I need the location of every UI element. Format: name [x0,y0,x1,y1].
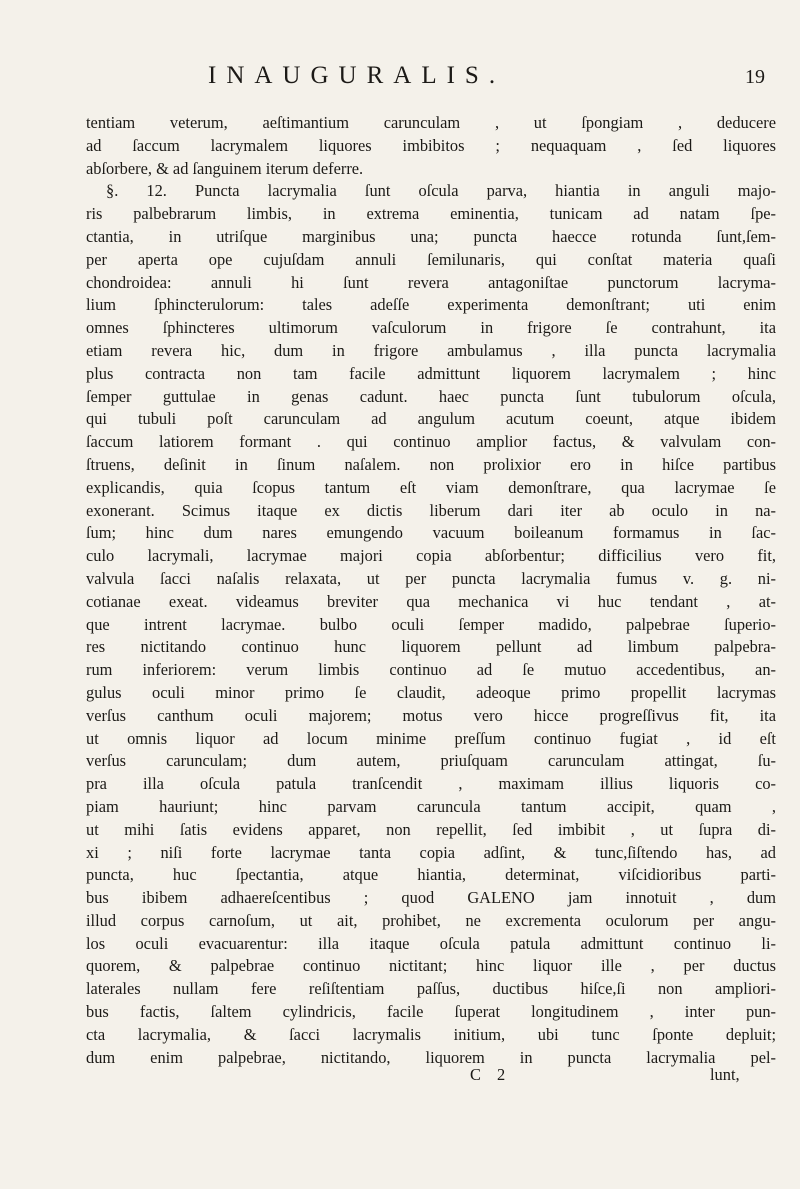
text-line: dum enim palpebrae, nictitando, liquorem in puncta lacrymalia pel- [86,1047,776,1067]
body-text [86,112,776,1069]
text-line: que intrent lacrymae. bulbo oculi ſemper madido, palpebrae ſuperio- [86,614,776,634]
text-line: rum inferiorem: verum limbis continuo ad ſe mutuo accedentibus, an- [86,660,776,680]
text-line: ad ſaccum lacrymalem liquores imbibitos ; nequaquam , ſed liquores [86,135,776,155]
text-line: qui tubuli poſt carunculam ad angulum acutum coeunt, atque ibidem [86,409,776,429]
text-line: ut omnis liquor ad locum minime preſſum continuo fugiat , id eſt [86,728,776,748]
text-line: cta lacrymalia, & ſacci lacrymalis initium, ubi tunc ſponte depluit; [86,1024,776,1044]
text-line: valvula ſacci naſalis relaxata, ut per puncta lacrymalia fumus v. g. ni- [86,568,776,588]
text-line: ris palbebrarum limbis, in extrema eminentia, tunicam ad natam ſpe- [86,204,776,224]
text-line: etiam revera hic, dum in frigore ambulamus , illa puncta lacrymalia [86,340,776,360]
text-line: ſaccum latiorem formant . qui continuo amplior factus, & valvulam con- [86,432,776,452]
text-line: verſus canthum oculi majorem; motus vero hicce progreſſivus fit, ita [86,705,776,725]
text-line: chondroidea: annuli hi ſunt revera antagoniſtae punctorum lacryma- [86,272,776,292]
text-line: exonerant. Scimus itaque ex dictis liberum dari iter ab oculo in na- [86,500,776,520]
text-line: explicandis, quia ſcopus tantum eſt viam demonſtrare, qua lacrymae ſe [86,477,776,497]
text-line: per aperta ope cujuſdam annuli ſemilunaris, qui conſtat materia quaſi [86,249,776,269]
text-line: quorem, & palpebrae continuo nictitant; hinc liquor ille , per ductus [86,956,776,976]
text-line: illud corpus carnoſum, ut ait, prohibet, ne excrementa oculorum per angu- [86,910,776,930]
text-line: ſemper guttulae in genas cadunt. haec puncta ſunt tubulorum oſcula, [86,386,776,406]
text-line: res nictitando continuo hunc liquorem pellunt ad limbum palpebra- [86,637,776,657]
text-line: los oculi evacuarentur: illa itaque oſcula patula admittunt continuo li- [86,933,776,953]
text-line: verſus carunculam; dum autem, priuſquam carunculam attingat, ſu- [86,751,776,771]
text-line: tentiam veterum, aeſtimantium carunculam , ut ſpongiam , deducere [86,113,776,132]
text-line: culo lacrymali, lacrymae majori copia abſorbentur; difficilius vero fit, [86,546,776,566]
text-line: piam hauriunt; hinc parvam caruncula tantum accipit, quam , [86,796,776,816]
text-line: puncta, huc ſpectantia, atque hiantia, determinat, viſcidioribus parti- [86,865,776,885]
text-line: ſtruens, deſinit in ſinum naſalem. non prolixior ero in hiſce partibus [86,454,776,474]
text-line: plus contracta non tam facile admittunt liquorem lacrymalem ; hinc [86,363,776,383]
text-line: abſorbere, & ad ſanguinem iterum deferre. [86,158,364,178]
text-line: gulus oculi minor primo ſe claudit, adeoque primo propellit lacrymas [86,682,776,702]
text-line: cotianae exeat. videamus breviter qua mechanica vi huc tendant , at- [86,591,776,611]
text-line: ut mihi ſatis evidens apparet, non repellit, ſed imbibit , ut ſupra di- [86,819,776,839]
text-line: bus ibibem adhaereſcentibus ; quod GALENO jam innotuit , dum [86,888,776,908]
text-line: bus factis, ſaltem cylindricis, facile ſuperat longitudinem , inter pun- [86,1002,776,1022]
signature-mark: C 2 [470,1065,512,1084]
text-line: xi ; niſi forte lacrymae tanta copia adſint, & tunc,ſiſtendo has, ad [86,842,776,862]
text-line: ctantia, in utriſque marginibus una; puncta haecce rotunda ſunt,ſem- [86,226,776,246]
text-line: omnes ſphincteres ultimorum vaſculorum in frigore ſe contrahunt, ita [86,318,776,338]
page-footer [0,1065,800,1089]
text-line: ſum; hinc dum nares emungendo vacuum boileanum formamus in ſac- [86,523,776,543]
text-line: §. 12. Puncta lacrymalia ſunt oſcula parva, hiantia in anguli majo- [106,181,776,201]
page-header [0,60,800,100]
text-line: lium ſphincterulorum: tales adeſſe experimenta demonſtrant; uti enim [86,295,776,315]
catchword: lunt, [710,1065,740,1084]
text-line: laterales nullam fere reſiſtentiam paſſus, ductibus hiſce,ſi non ampliori- [86,979,776,999]
text-line: pra illa oſcula patula tranſcendit , maximam illius liquoris co- [86,774,776,794]
running-title: INAUGURALIS. [208,62,506,89]
page-number: 19 [745,66,765,88]
